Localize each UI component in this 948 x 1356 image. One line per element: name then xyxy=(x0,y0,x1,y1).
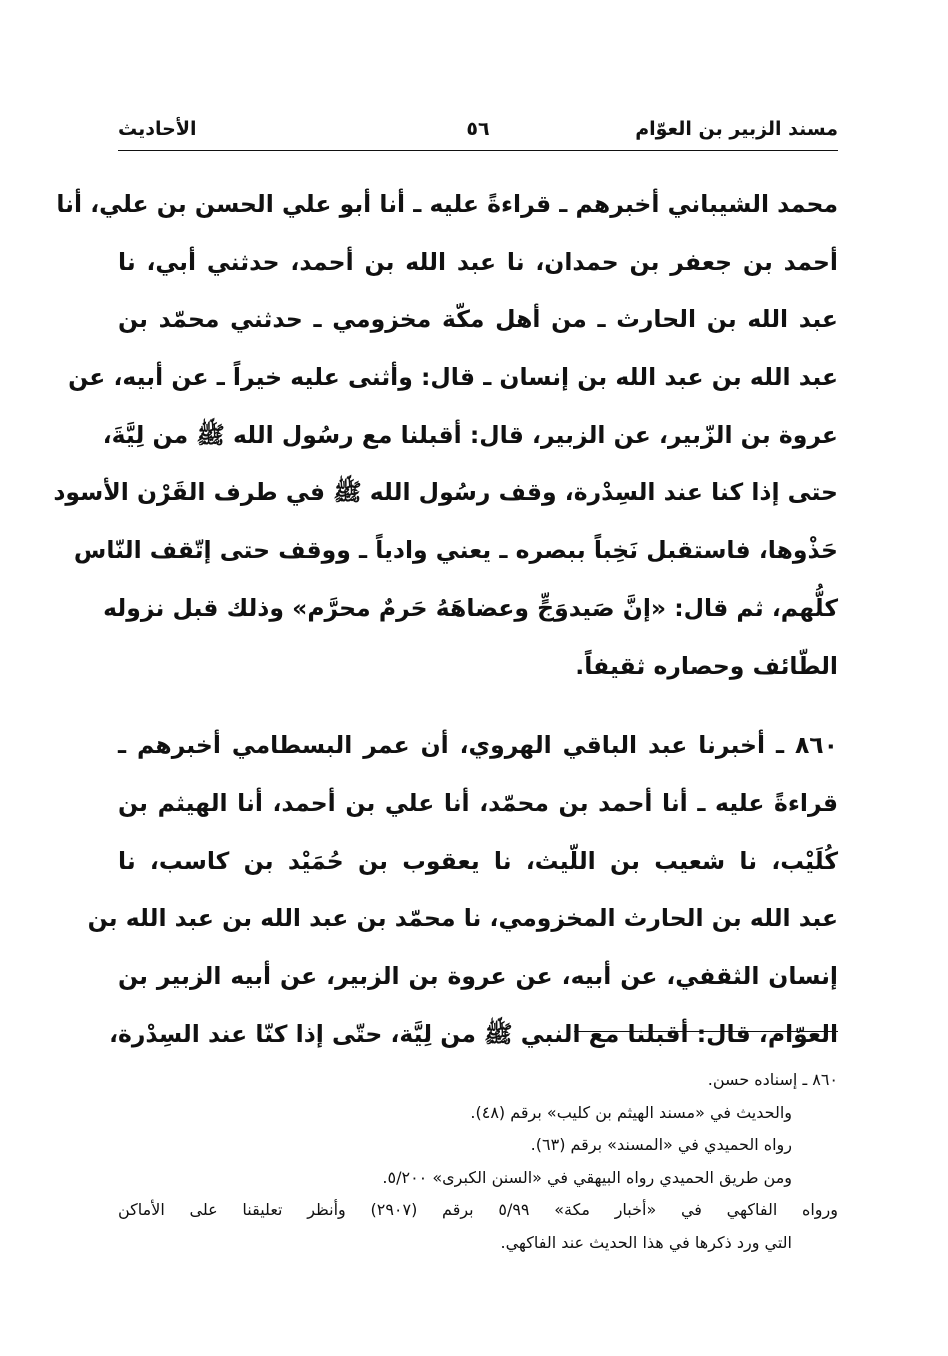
hadith-line: كُلَيْب، نا شعيب بن اللّيث، نا يعقوب بن حُمَيْد بن كاسب، نا xyxy=(118,846,838,875)
footnote-line: والحديث في «مسند الهيثم بن كليب» برقم (٤٨). xyxy=(470,1102,792,1122)
body-line: الطّائف وحصاره ثقيفاً. xyxy=(575,651,838,680)
running-header xyxy=(118,108,838,148)
footnote-divider xyxy=(574,1031,838,1032)
paragraph-gap xyxy=(118,695,838,717)
hadith-line: عبد الله بن الحارث المخزومي، نا محمّد بن عبد الله بن عبد الله بن xyxy=(87,904,838,933)
footnote-line: ورواه الفاكهي في «أخبار مكة» ٥/٩٩ برقم (٢٩٠٧) وأنظر تعليقنا على الأماكن xyxy=(118,1200,838,1219)
body-line: عبد الله بن عبد الله بن إنسان ـ قال: وأثنى عليه خيراً ـ عن أبيه، عن xyxy=(68,363,838,392)
footnotes xyxy=(118,1064,838,1259)
body-line: عبد الله بن الحارث ـ من أهل مكّة مخزومي ـ حدثني محمّد بن xyxy=(118,305,838,334)
main-text xyxy=(53,176,838,1063)
body-line: عروة بن الزّبير، عن الزبير، قال: أقبلنا مع رسُول الله ﷺ من لِيَّةَ، xyxy=(102,420,838,449)
body-line: حَذْوها، فاستقبل نَخِباً ببصره ـ يعني وادياً ـ ووقف حتى إتّقف النّاس xyxy=(73,536,838,565)
body-line: أحمد بن جعفر بن حمدان، نا عبد الله بن أحمد، حدثني أبي، نا xyxy=(118,247,838,276)
body-line: محمد الشيباني أخبرهم ـ قراءةً عليه ـ أنا أبو علي الحسن بن علي، أنا xyxy=(56,190,838,218)
footnote-line: ومن طريق الحميدي رواه البيهقي في «السنن الكبرى» ٥/٢٠٠. xyxy=(382,1167,792,1187)
book-title: مسند الزبير بن العوّام xyxy=(635,118,838,140)
footnote-line: ٨٦٠ ـ إسناده حسن. xyxy=(707,1070,838,1089)
hadith-line: قراءةً عليه ـ أنا أحمد بن محمّد، أنا علي بن أحمد، أنا الهيثم بن xyxy=(118,788,838,817)
section-title: الأحاديث xyxy=(118,118,197,140)
header-divider xyxy=(118,150,838,151)
body-line: كلُّهم، ثم قال: «إنَّ صَيدوَجٍّ وعضاهَهُ حَرمٌ محرَّم» وذلك قبل نزوله xyxy=(103,593,838,622)
hadith-line: ٨٦٠ ـ أخبرنا عبد الباقي الهروي، أن عمر البسطامي أخبرهم ـ xyxy=(118,731,838,760)
hadith-line: إنسان الثقفي، عن أبيه، عن عروة بن الزبير، عن أبيه الزبير بن xyxy=(118,961,838,990)
footnote-line: التي ورد ذكرها في هذا الحديث عند الفاكهي. xyxy=(500,1232,792,1252)
page-number: ٥٦ xyxy=(466,118,490,140)
body-line: حتى إذا كنا عند السِدْرة، وقف رسُول الله ﷺ في طرف القَرْن الأسود xyxy=(53,478,838,507)
footnote-line: رواه الحميدي في «المسند» برقم (٦٣). xyxy=(530,1135,792,1154)
hadith-line: العوّام، قال: أقبلنا مع النبي ﷺ من لِيَّة، حتّى إذا كنّا عند السِدْرة، xyxy=(109,1019,838,1048)
